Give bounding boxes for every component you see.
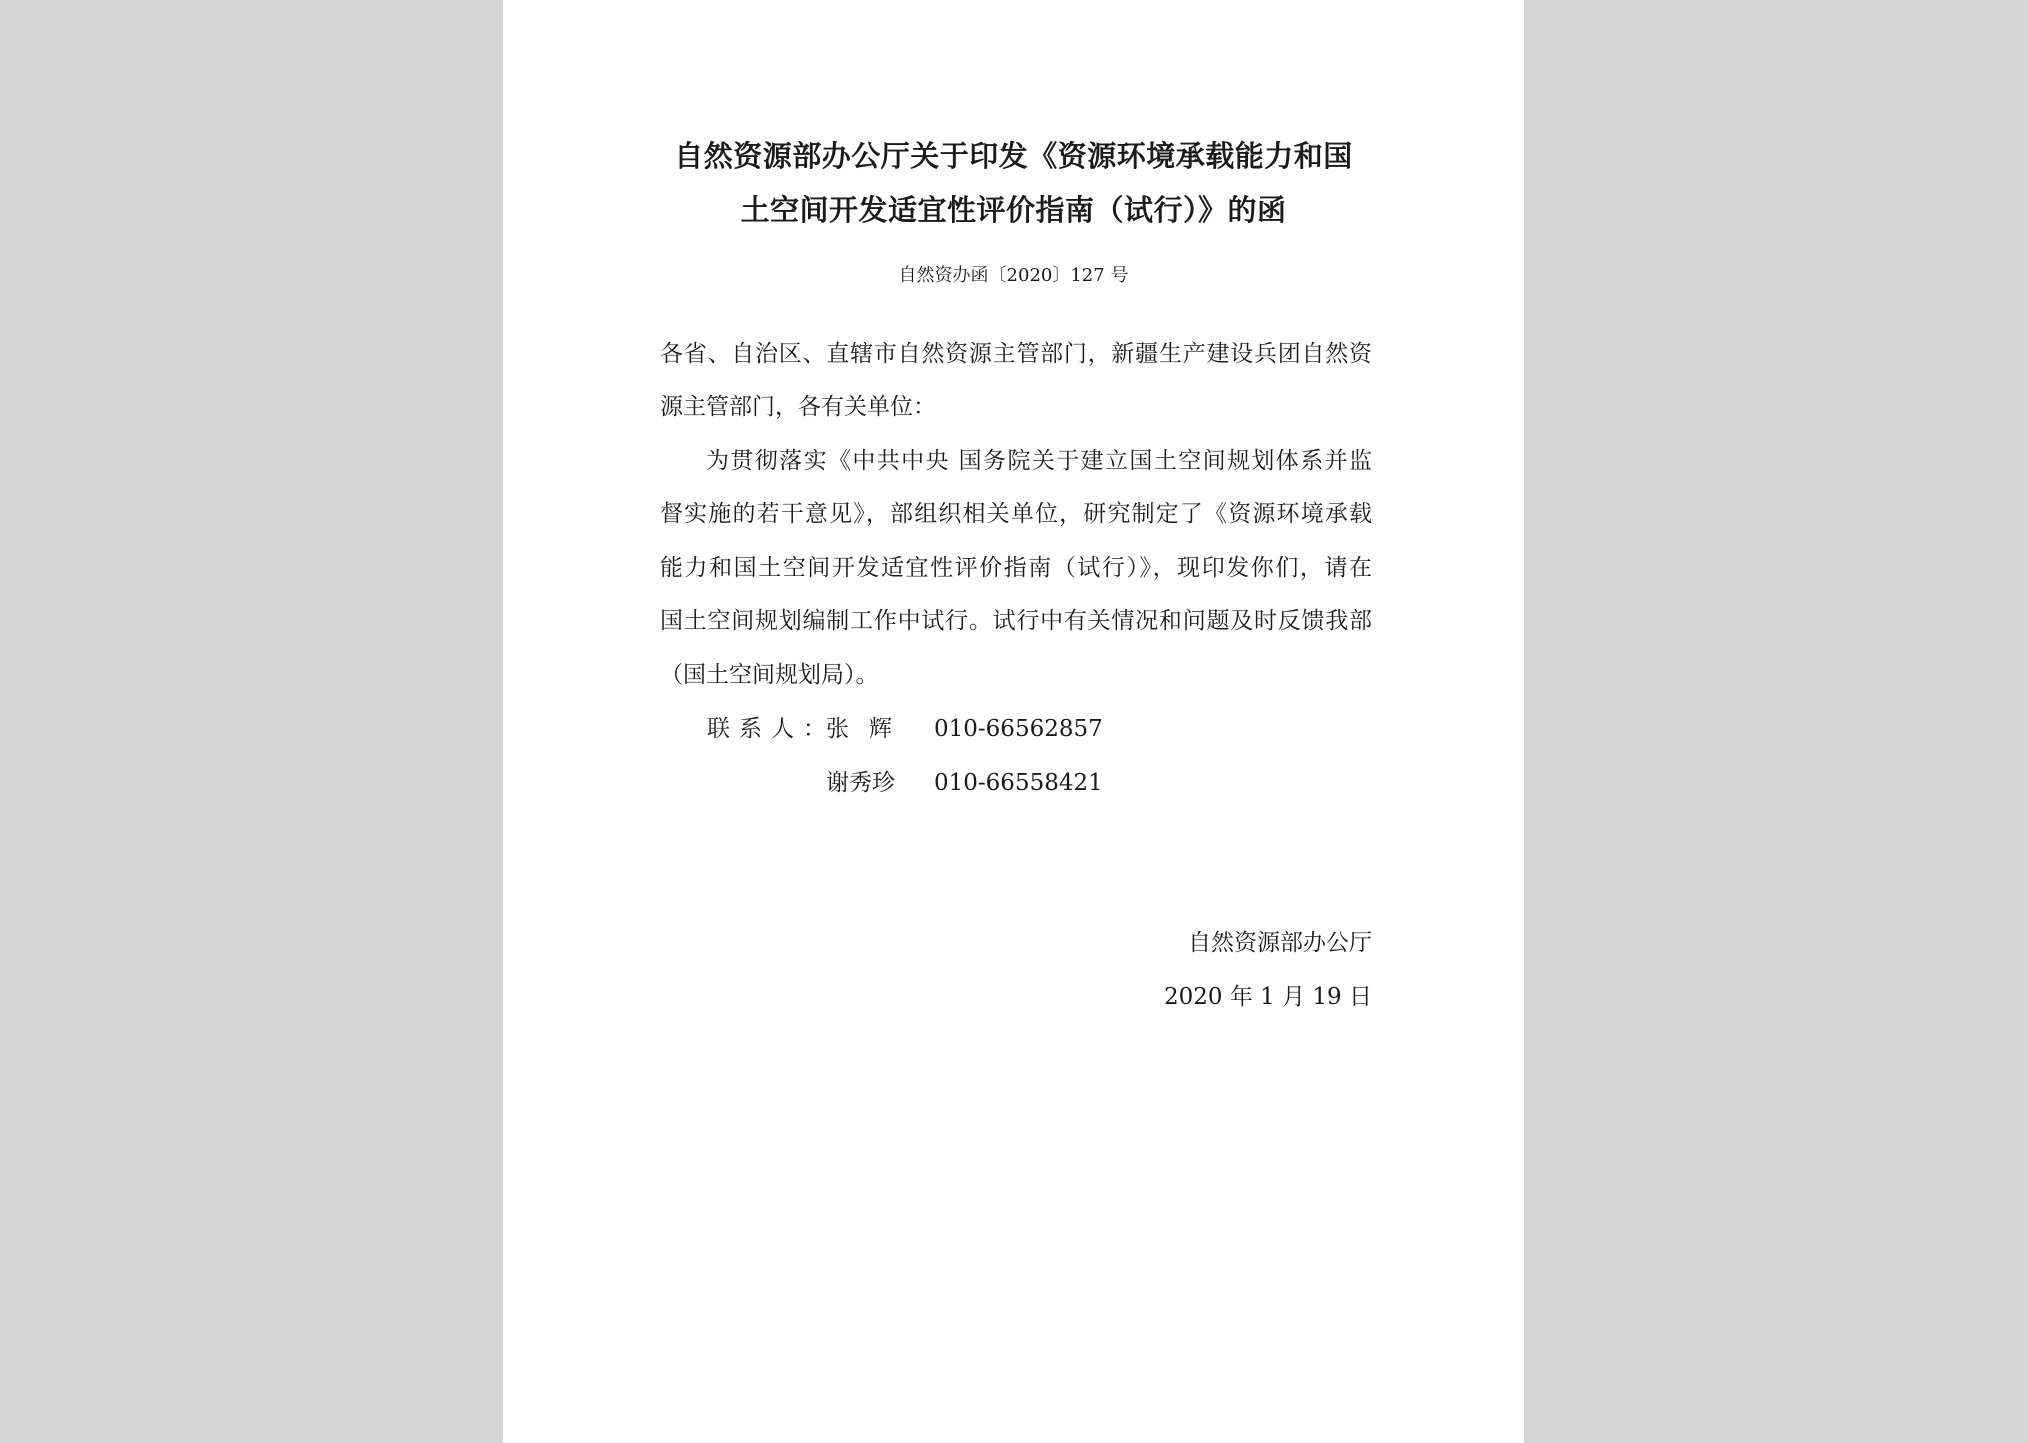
document-page (503, 0, 1524, 1443)
contact-1-name: 张辉 (826, 716, 912, 742)
contact-2-name: 谢秀珍 (826, 770, 895, 796)
issue-date: 2020 年 1 月 19 日 (1164, 984, 1372, 1010)
body-line-4: 国土空间规划编制工作中试行。试行中有关情况和问题及时反馈我部 (660, 608, 1372, 634)
document-number: 自然资办函〔2020〕127 号 (898, 265, 1129, 286)
document-title-line-2: 土空间开发适宜性评价指南（试行）》的函 (740, 193, 1287, 227)
body-line-3: 能力和国土空间开发适宜性评价指南（试行）》，现印发你们，请在 (660, 555, 1372, 581)
body-line-1: 为贯彻落实《中共中央 国务院关于建立国土空间规划体系并监 (706, 448, 1372, 474)
contact-label: 联系人： (707, 716, 835, 742)
contact-1-phone: 010-66562857 (934, 716, 1103, 742)
contact-2-phone: 010-66558421 (934, 770, 1103, 796)
body-line-2: 督实施的若干意见》，部组织相关单位，研究制定了《资源环境承载 (660, 501, 1372, 527)
body-line-5: （国土空间规划局）。 (660, 662, 879, 688)
addressee-line-2: 源主管部门，各有关单位： (660, 394, 936, 420)
issuer-signature: 自然资源部办公厅 (1188, 930, 1372, 956)
addressee-line-1: 各省、自治区、直辖市自然资源主管部门，新疆生产建设兵团自然资 (660, 341, 1372, 367)
document-title-line-1: 自然资源部办公厅关于印发《资源环境承载能力和国 (674, 139, 1353, 173)
